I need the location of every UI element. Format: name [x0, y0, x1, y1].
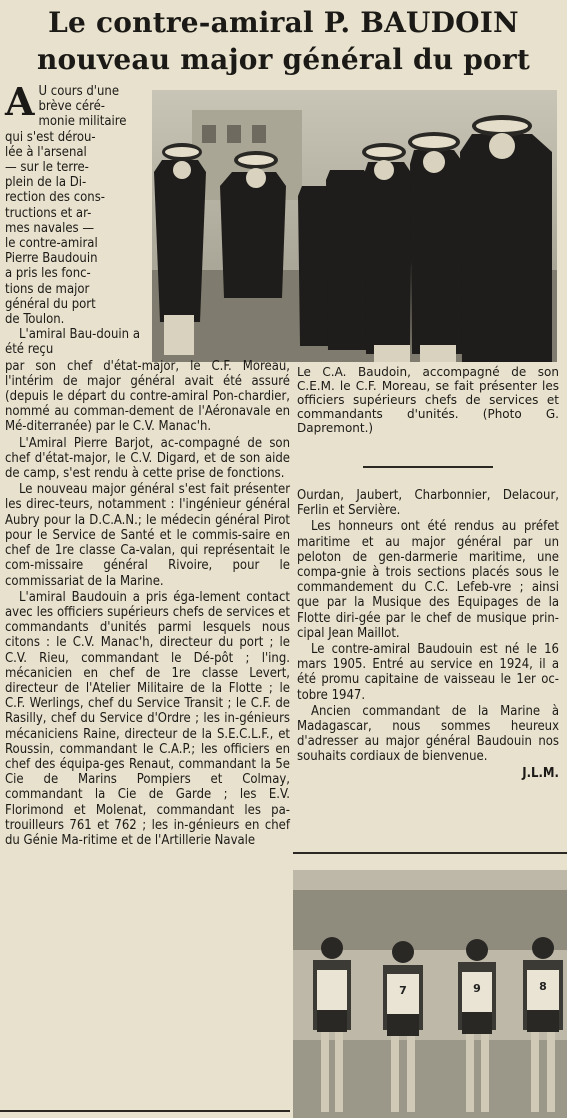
athletes-photo-graphic [293, 870, 567, 1118]
jersey-number-3: 8 [539, 980, 547, 993]
intro-line: U cours d'une [38, 84, 120, 99]
paragraph-narrow: L'amiral Bau-douin a été reçu [5, 327, 140, 358]
paragraph-2: par son chef d'état-major, le C.F. Moreau, l'intérim de major général avait été assuré (depuis le départ du contre-amiral Pon-chardier, nommé au comman-dement de l'Aéronavale en Mé-diterranée) par le C.V. Manac'h. [5, 358, 290, 435]
intro-line: général du port [5, 296, 96, 312]
jersey-number-2: 9 [473, 982, 481, 995]
intro-line: de Toulon. [5, 312, 65, 328]
headline-line1: Le contre-amiral P. BAUDOIN [48, 6, 519, 39]
paragraph-r2: Les honneurs ont été rendus au préfet maritime et au major général par un peloton de gen-darmerie maritime, une compa-gnie à trois sections placés sous le commandement du C.C. Lefeb-vre ; ainsi que par la Musique des Equipages de la Flotte diri-gée par le chef de musique prin-cipal Jean Maillot. [297, 519, 559, 641]
intro-line: tions de major [5, 281, 90, 297]
drop-cap: A [5, 79, 35, 124]
intro-line: le contre-amiral [5, 236, 98, 252]
intro-line: lée à l'arsenal [5, 144, 87, 160]
intro-line: qui s'est dérou- [5, 129, 96, 145]
intro-line: tructions et ar- [5, 205, 92, 221]
headline [0, 4, 567, 78]
paragraph-3: L'Amiral Pierre Barjot, ac-compagné de son chef d'état-major, le C.V. Digard, et de son aide de camp, s'est rendu à cette prise de fonctions. [5, 435, 290, 482]
paragraph-r1: Ourdan, Jaubert, Charbonnier, Delacour, Ferlin et Servière. [297, 488, 559, 519]
paragraph-5: L'amiral Baudouin a pris éga-lement contact avec les officiers supérieurs chefs de services et commandants d'unités parmi lesquels nous citons : le C.V. Manac'h, directeur du port ; le C.V. Rieu, commandant le Dé-pôt ; l'ing. mécanicien en chef de 1re classe Levert, directeur de l'Atelier Militaire de la Flotte ; le C.F. Werlings, chef du Service Transit ; le C.F. de Rasilly, chef du Service d'Ordre ; les in-génieurs mécaniciens Raine, directeur de la S.E.C.L.F., et Roussin, commandant le C.A.P.; les officiers en chef des équipa-ges Renaut, commandant la 5e Cie de Marins Pompiers et Colmay, commandant la Cie de Garde ; les E.V. Florimond et Molenat, commandant les pa-trouilleurs 761 et 762 ; les in-génieurs en chef du Génie Ma-ritime et de l'Artillerie Navale [5, 589, 290, 848]
article-left-column [5, 79, 290, 849]
paragraph-4: Le nouveau major général s'est fait présenter les direc-teurs, notamment : l'ingénieur général Aubry pour la D.C.A.N.; le médecin général Pirot pour le Service de Santé et le commis-saire en chef de 1re classe Ca-valan, qui représentait le com-missaire général Rivoire, pour le commissariat de la Marine. [5, 482, 290, 589]
signature: J.L.M. [522, 765, 559, 781]
photo-caption: Le C.A. Baudoin, accompagné de son C.E.M. le C.F. Moreau, se fait présenter les officiers supérieurs chefs de services et commandants d'unités. (Photo G. Dapremont.) [297, 365, 559, 435]
intro-line: plein de la Di- [5, 175, 87, 191]
bottom-rule [0, 1110, 290, 1112]
intro-line: — sur le terre- [5, 160, 89, 176]
intro-line: mes navales — [5, 220, 95, 236]
paragraph-r4: Ancien commandant de la Marine à Madagascar, nous sommes heureux d'adresser au major général Baudouin nos souhaits cordiaux de bienvenue. [297, 703, 559, 765]
headline-line2: nouveau major général du port [36, 43, 531, 76]
caption-divider [363, 466, 493, 468]
intro-line: Pierre Baudouin [5, 251, 98, 267]
article-right-column [297, 488, 559, 781]
column-divider [293, 852, 567, 854]
intro-line: monie militaire [38, 114, 127, 130]
intro-line: a pris les fonc- [5, 266, 91, 282]
intro-line: brève céré- [38, 99, 106, 115]
intro-line: rection des cons- [5, 190, 106, 206]
paragraph-r3: Le contre-amiral Baudouin est né le 16 mars 1905. Entré au service en 1924, il a été promu capitaine de vaisseau le 1er oc-tobre 1947. [297, 642, 559, 703]
jersey-number-1: 7 [399, 984, 407, 997]
athletes-photo [293, 870, 567, 1118]
article-intro [5, 79, 140, 358]
